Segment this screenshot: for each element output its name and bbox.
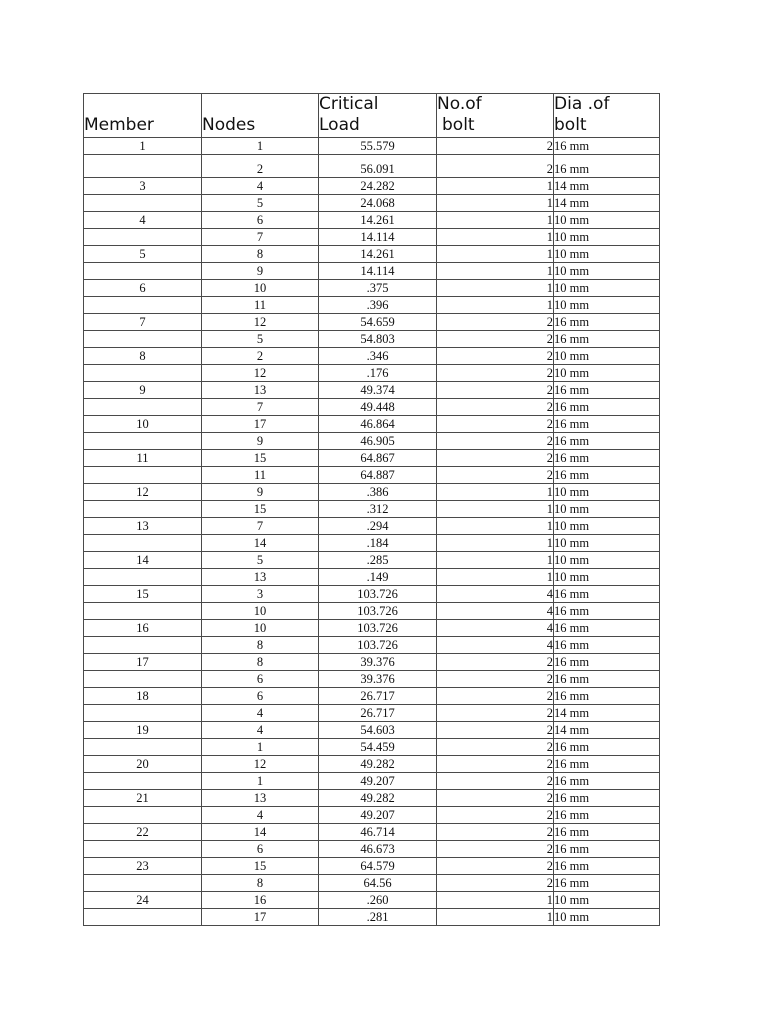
critical-load-cell: 103.726	[319, 603, 437, 620]
member-cell	[84, 705, 202, 722]
critical-load-cell: .184	[319, 535, 437, 552]
critical-load-cell: 46.714	[319, 824, 437, 841]
table-row	[84, 807, 660, 824]
member-cell: 11	[84, 450, 202, 467]
bolt-count-cell: 1	[437, 229, 554, 246]
critical-load-cell: 39.376	[319, 671, 437, 688]
critical-load-cell: .312	[319, 501, 437, 518]
member-cell	[84, 909, 202, 926]
table-row	[84, 535, 660, 552]
bolt-count-cell: 1	[437, 892, 554, 909]
bolt-diameter-cell: 10 mm	[554, 246, 660, 263]
table-row	[84, 399, 660, 416]
bolt-count-cell: 2	[437, 433, 554, 450]
member-cell	[84, 739, 202, 756]
member-cell: 23	[84, 858, 202, 875]
table-row	[84, 773, 660, 790]
node-cell: 10	[202, 280, 319, 297]
member-cell	[84, 841, 202, 858]
node-cell: 9	[202, 484, 319, 501]
node-cell: 15	[202, 450, 319, 467]
bolt-diameter-cell: 14 mm	[554, 178, 660, 195]
bolt-diameter-cell: 10 mm	[554, 280, 660, 297]
bolt-diameter-cell: 16 mm	[554, 654, 660, 671]
bolt-diameter-cell: 10 mm	[554, 365, 660, 382]
member-cell: 3	[84, 178, 202, 195]
node-cell: 2	[202, 155, 319, 178]
header-dia-of-bolt-line1: Dia .of	[554, 94, 610, 114]
table-row	[84, 229, 660, 246]
critical-load-cell: 49.374	[319, 382, 437, 399]
table-row	[84, 603, 660, 620]
bolt-count-cell: 4	[437, 603, 554, 620]
node-cell: 10	[202, 603, 319, 620]
bolt-count-cell: 2	[437, 756, 554, 773]
bolt-count-cell: 4	[437, 637, 554, 654]
table-row	[84, 263, 660, 280]
node-cell: 13	[202, 569, 319, 586]
header-nodes-label: Nodes	[202, 115, 256, 135]
table-row	[84, 858, 660, 875]
bolt-count-cell: 2	[437, 365, 554, 382]
table-row	[84, 518, 660, 535]
header-no-of-bolt	[437, 94, 554, 138]
member-cell	[84, 875, 202, 892]
node-cell: 4	[202, 807, 319, 824]
bolt-count-cell: 1	[437, 484, 554, 501]
critical-load-cell: 49.282	[319, 756, 437, 773]
bolt-diameter-cell: 16 mm	[554, 756, 660, 773]
critical-load-cell: 64.887	[319, 467, 437, 484]
bolt-count-cell: 2	[437, 382, 554, 399]
node-cell: 9	[202, 263, 319, 280]
node-cell: 7	[202, 518, 319, 535]
member-cell	[84, 807, 202, 824]
critical-load-cell: 54.603	[319, 722, 437, 739]
critical-load-cell: 49.207	[319, 807, 437, 824]
node-cell: 11	[202, 467, 319, 484]
bolt-diameter-cell: 10 mm	[554, 297, 660, 314]
node-cell: 11	[202, 297, 319, 314]
critical-load-cell: 54.659	[319, 314, 437, 331]
bolt-diameter-cell: 16 mm	[554, 773, 660, 790]
bolt-diameter-cell: 10 mm	[554, 501, 660, 518]
table-row	[84, 824, 660, 841]
critical-load-cell: 64.579	[319, 858, 437, 875]
node-cell: 6	[202, 212, 319, 229]
critical-load-cell: .396	[319, 297, 437, 314]
member-cell	[84, 195, 202, 212]
member-cell: 7	[84, 314, 202, 331]
bolt-count-cell: 2	[437, 314, 554, 331]
bolt-count-cell: 2	[437, 467, 554, 484]
member-cell	[84, 229, 202, 246]
member-cell: 17	[84, 654, 202, 671]
bolt-count-cell: 2	[437, 688, 554, 705]
member-cell: 22	[84, 824, 202, 841]
bolt-count-cell: 2	[437, 705, 554, 722]
bolt-count-cell: 1	[437, 535, 554, 552]
table-row	[84, 467, 660, 484]
bolt-count-cell: 1	[437, 909, 554, 926]
member-cell: 19	[84, 722, 202, 739]
member-cell	[84, 433, 202, 450]
bolt-diameter-cell: 10 mm	[554, 535, 660, 552]
critical-load-cell: .149	[319, 569, 437, 586]
table-row	[84, 722, 660, 739]
bolt-count-cell: 2	[437, 807, 554, 824]
table-row	[84, 178, 660, 195]
table-row	[84, 637, 660, 654]
header-critical-load-line1: Critical	[319, 94, 379, 114]
table-row	[84, 433, 660, 450]
node-cell: 17	[202, 909, 319, 926]
member-cell	[84, 297, 202, 314]
critical-load-cell: 55.579	[319, 138, 437, 155]
critical-load-cell: 39.376	[319, 654, 437, 671]
member-cell	[84, 399, 202, 416]
critical-load-cell: 24.068	[319, 195, 437, 212]
table-row	[84, 756, 660, 773]
critical-load-cell: 103.726	[319, 586, 437, 603]
bolt-diameter-cell: 10 mm	[554, 518, 660, 535]
critical-load-cell: 49.448	[319, 399, 437, 416]
table-row	[84, 688, 660, 705]
bolt-count-cell: 2	[437, 773, 554, 790]
member-cell: 12	[84, 484, 202, 501]
critical-load-cell: 46.905	[319, 433, 437, 450]
bolt-diameter-cell: 10 mm	[554, 212, 660, 229]
member-cell	[84, 263, 202, 280]
table-row	[84, 705, 660, 722]
header-member	[84, 94, 202, 138]
bolt-count-cell: 4	[437, 586, 554, 603]
member-cell: 10	[84, 416, 202, 433]
header-dia-of-bolt	[554, 94, 660, 138]
table-row	[84, 450, 660, 467]
critical-load-cell: 49.207	[319, 773, 437, 790]
table-row	[84, 552, 660, 569]
bolt-diameter-cell: 16 mm	[554, 807, 660, 824]
node-cell: 1	[202, 138, 319, 155]
node-cell: 8	[202, 875, 319, 892]
bolt-count-cell: 1	[437, 246, 554, 263]
node-cell: 12	[202, 314, 319, 331]
bolt-diameter-cell: 16 mm	[554, 875, 660, 892]
table-row	[84, 909, 660, 926]
table-row	[84, 416, 660, 433]
bolt-diameter-cell: 10 mm	[554, 909, 660, 926]
node-cell: 8	[202, 637, 319, 654]
member-cell	[84, 671, 202, 688]
bolt-count-cell: 2	[437, 348, 554, 365]
table-row	[84, 138, 660, 155]
bolt-count-cell: 2	[437, 331, 554, 348]
node-cell: 1	[202, 739, 319, 756]
node-cell: 15	[202, 858, 319, 875]
table-row	[84, 620, 660, 637]
node-cell: 6	[202, 841, 319, 858]
critical-load-cell: 14.261	[319, 246, 437, 263]
node-cell: 5	[202, 195, 319, 212]
table-row	[84, 348, 660, 365]
node-cell: 13	[202, 790, 319, 807]
node-cell: 4	[202, 178, 319, 195]
member-cell	[84, 331, 202, 348]
bolt-diameter-cell: 16 mm	[554, 314, 660, 331]
bolt-count-cell: 1	[437, 501, 554, 518]
table-row	[84, 739, 660, 756]
critical-load-cell: 64.867	[319, 450, 437, 467]
critical-load-cell: 103.726	[319, 620, 437, 637]
bolt-count-cell: 1	[437, 280, 554, 297]
header-critical-load	[319, 94, 437, 138]
member-cell: 5	[84, 246, 202, 263]
bolt-count-cell: 2	[437, 841, 554, 858]
critical-load-cell: .260	[319, 892, 437, 909]
node-cell: 7	[202, 229, 319, 246]
bolt-diameter-cell: 16 mm	[554, 620, 660, 637]
bolt-diameter-cell: 10 mm	[554, 552, 660, 569]
bolt-count-cell: 2	[437, 858, 554, 875]
member-cell: 1	[84, 138, 202, 155]
bolt-diameter-cell: 16 mm	[554, 399, 660, 416]
node-cell: 8	[202, 654, 319, 671]
bolt-diameter-cell: 16 mm	[554, 841, 660, 858]
node-cell: 5	[202, 331, 319, 348]
bolt-count-cell: 2	[437, 399, 554, 416]
critical-load-cell: 26.717	[319, 688, 437, 705]
bolt-diameter-cell: 16 mm	[554, 739, 660, 756]
critical-load-cell: 64.56	[319, 875, 437, 892]
bolt-diameter-cell: 16 mm	[554, 416, 660, 433]
bolt-diameter-cell: 10 mm	[554, 348, 660, 365]
bolt-count-cell: 4	[437, 620, 554, 637]
node-cell: 2	[202, 348, 319, 365]
table-row	[84, 671, 660, 688]
critical-load-cell: 24.282	[319, 178, 437, 195]
member-cell	[84, 773, 202, 790]
critical-load-cell: 103.726	[319, 637, 437, 654]
table-row	[84, 195, 660, 212]
table-header	[84, 94, 660, 138]
bolt-diameter-cell: 10 mm	[554, 569, 660, 586]
bolt-count-cell: 2	[437, 138, 554, 155]
member-cell	[84, 501, 202, 518]
member-cell: 21	[84, 790, 202, 807]
header-member-label: Member	[84, 115, 154, 135]
node-cell: 1	[202, 773, 319, 790]
member-cell: 4	[84, 212, 202, 229]
bolt-diameter-cell: 14 mm	[554, 722, 660, 739]
critical-load-cell: 49.282	[319, 790, 437, 807]
bolt-count-cell: 2	[437, 824, 554, 841]
table-row	[84, 892, 660, 909]
critical-load-cell: .281	[319, 909, 437, 926]
node-cell: 4	[202, 705, 319, 722]
table-row	[84, 246, 660, 263]
node-cell: 10	[202, 620, 319, 637]
critical-load-cell: .285	[319, 552, 437, 569]
bolt-diameter-cell: 16 mm	[554, 433, 660, 450]
node-cell: 9	[202, 433, 319, 450]
node-cell: 17	[202, 416, 319, 433]
node-cell: 13	[202, 382, 319, 399]
bolt-diameter-cell: 16 mm	[554, 382, 660, 399]
table-row	[84, 501, 660, 518]
bolt-count-cell: 1	[437, 569, 554, 586]
bolt-diameter-cell: 16 mm	[554, 331, 660, 348]
bolt-count-cell: 2	[437, 722, 554, 739]
member-cell	[84, 467, 202, 484]
node-cell: 14	[202, 824, 319, 841]
node-cell: 6	[202, 671, 319, 688]
bolt-count-cell: 2	[437, 739, 554, 756]
header-dia-of-bolt-line2: bolt	[554, 115, 587, 135]
node-cell: 7	[202, 399, 319, 416]
bolt-count-cell: 1	[437, 263, 554, 280]
critical-load-cell: 26.717	[319, 705, 437, 722]
bolt-diameter-cell: 16 mm	[554, 688, 660, 705]
bolt-count-cell: 2	[437, 875, 554, 892]
critical-load-cell: .294	[319, 518, 437, 535]
table-row	[84, 365, 660, 382]
critical-load-cell: .176	[319, 365, 437, 382]
member-cell: 13	[84, 518, 202, 535]
member-cell: 6	[84, 280, 202, 297]
critical-load-cell: 54.459	[319, 739, 437, 756]
node-cell: 6	[202, 688, 319, 705]
header-nodes	[202, 94, 319, 138]
critical-load-cell: 14.261	[319, 212, 437, 229]
table-row	[84, 280, 660, 297]
bolt-diameter-cell: 16 mm	[554, 450, 660, 467]
critical-load-cell: 14.114	[319, 263, 437, 280]
table-body	[84, 138, 660, 926]
critical-load-cell: 46.673	[319, 841, 437, 858]
member-cell: 18	[84, 688, 202, 705]
bolt-diameter-cell: 16 mm	[554, 671, 660, 688]
header-row	[84, 94, 660, 138]
table-row	[84, 314, 660, 331]
member-cell	[84, 637, 202, 654]
critical-load-cell: .375	[319, 280, 437, 297]
table-row	[84, 382, 660, 399]
member-cell: 9	[84, 382, 202, 399]
node-cell: 12	[202, 756, 319, 773]
header-no-of-bolt-line1: No.of	[437, 94, 482, 114]
critical-load-cell: 56.091	[319, 155, 437, 178]
member-cell: 14	[84, 552, 202, 569]
node-cell: 12	[202, 365, 319, 382]
table-row	[84, 484, 660, 501]
table-row	[84, 297, 660, 314]
bolt-diameter-cell: 16 mm	[554, 858, 660, 875]
bolt-diameter-cell: 10 mm	[554, 229, 660, 246]
bolt-diameter-cell: 10 mm	[554, 263, 660, 280]
member-cell: 16	[84, 620, 202, 637]
bolt-diameter-cell: 16 mm	[554, 603, 660, 620]
bolt-count-cell: 2	[437, 155, 554, 178]
bolt-diameter-cell: 10 mm	[554, 484, 660, 501]
node-cell: 3	[202, 586, 319, 603]
bolt-count-cell: 2	[437, 416, 554, 433]
member-cell: 8	[84, 348, 202, 365]
bolt-diameter-cell: 16 mm	[554, 467, 660, 484]
critical-load-cell: 46.864	[319, 416, 437, 433]
bolt-count-cell: 2	[437, 671, 554, 688]
member-cell	[84, 569, 202, 586]
table-row	[84, 569, 660, 586]
bolt-count-cell: 1	[437, 297, 554, 314]
table-row	[84, 155, 660, 178]
critical-load-cell: .386	[319, 484, 437, 501]
table-row	[84, 875, 660, 892]
node-cell: 16	[202, 892, 319, 909]
bolt-design-table	[83, 93, 660, 926]
table-row	[84, 790, 660, 807]
bolt-diameter-cell: 16 mm	[554, 138, 660, 155]
member-cell: 15	[84, 586, 202, 603]
table-row	[84, 841, 660, 858]
member-cell	[84, 365, 202, 382]
member-cell	[84, 535, 202, 552]
bolt-count-cell: 1	[437, 212, 554, 229]
critical-load-cell: 14.114	[319, 229, 437, 246]
bolt-count-cell: 1	[437, 195, 554, 212]
node-cell: 4	[202, 722, 319, 739]
critical-load-cell: 54.803	[319, 331, 437, 348]
table-row	[84, 654, 660, 671]
bolt-diameter-cell: 16 mm	[554, 637, 660, 654]
table-row	[84, 586, 660, 603]
bolt-count-cell: 2	[437, 654, 554, 671]
bolt-diameter-cell: 14 mm	[554, 195, 660, 212]
critical-load-cell: .346	[319, 348, 437, 365]
bolt-count-cell: 2	[437, 790, 554, 807]
table-row	[84, 331, 660, 348]
bolt-count-cell: 1	[437, 178, 554, 195]
bolt-count-cell: 1	[437, 518, 554, 535]
bolt-count-cell: 2	[437, 450, 554, 467]
node-cell: 5	[202, 552, 319, 569]
bolt-diameter-cell: 16 mm	[554, 155, 660, 178]
bolt-count-cell: 1	[437, 552, 554, 569]
node-cell: 8	[202, 246, 319, 263]
header-critical-load-line2: Load	[319, 115, 360, 135]
member-cell	[84, 603, 202, 620]
member-cell	[84, 155, 202, 178]
bolt-diameter-cell: 10 mm	[554, 892, 660, 909]
member-cell: 24	[84, 892, 202, 909]
header-no-of-bolt-line2: bolt	[442, 115, 475, 135]
node-cell: 14	[202, 535, 319, 552]
member-cell: 20	[84, 756, 202, 773]
bolt-diameter-cell: 14 mm	[554, 705, 660, 722]
node-cell: 15	[202, 501, 319, 518]
bolt-diameter-cell: 16 mm	[554, 824, 660, 841]
bolt-diameter-cell: 16 mm	[554, 586, 660, 603]
bolt-diameter-cell: 16 mm	[554, 790, 660, 807]
table-row	[84, 212, 660, 229]
